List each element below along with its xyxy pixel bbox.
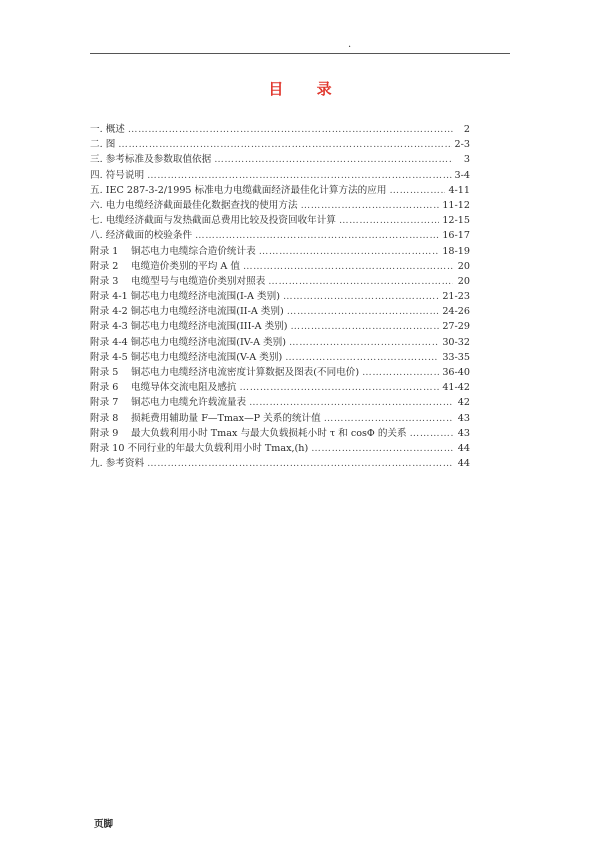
toc-entry-title: 附录 9 最大负载利用小时 Tmax 与最大负载损耗小时 τ 和 cosΦ 的关系	[90, 427, 407, 439]
toc-entry[interactable]	[90, 394, 470, 409]
toc-entry[interactable]	[90, 273, 470, 288]
toc-leader-dots	[147, 170, 451, 181]
toc-entry[interactable]	[90, 121, 470, 136]
toc-entry-page: 21-23	[442, 291, 470, 303]
toc-entry[interactable]	[90, 288, 470, 303]
toc-entry[interactable]	[90, 136, 470, 151]
toc-leader-dots	[268, 276, 453, 287]
toc-entry[interactable]	[90, 227, 470, 242]
toc-entry[interactable]	[90, 243, 470, 258]
toc-entry-page: 4-11	[448, 184, 470, 196]
toc-entry[interactable]	[90, 212, 470, 227]
toc-leader-dots	[339, 215, 439, 226]
toc-entry-page: 27-29	[442, 321, 470, 333]
toc-entry-title: 附录 3 电缆型号与电缆造价类别对照表	[90, 275, 266, 287]
toc-entry-title: 附录 7 铜芯电力电缆允许载流量表	[90, 397, 247, 409]
toc-leader-dots	[259, 246, 440, 257]
toc-entry-page: 20	[457, 275, 470, 287]
toc-leader-dots	[283, 291, 439, 302]
toc-entry[interactable]	[90, 334, 470, 349]
toc-entry-title: 五. IEC 287-3-2/1995 标准电力电缆截面经济最佳化计算方法的应用	[90, 184, 387, 196]
toc-entry-title: 附录 4-1 铜芯电力电缆经济电流围(I-A 类别)	[90, 291, 280, 303]
toc-entry-page: 42	[457, 397, 470, 409]
toc-entry[interactable]	[90, 364, 470, 379]
toc-entry[interactable]	[90, 455, 470, 470]
toc-entry[interactable]	[90, 182, 470, 197]
toc-leader-dots	[362, 367, 439, 378]
header-mark: .	[348, 39, 352, 50]
toc-entry-page: 2-3	[454, 139, 470, 151]
toc-entry-page: 11-12	[442, 199, 470, 211]
toc-leader-dots	[214, 154, 453, 165]
page-title: 目 录	[268, 80, 346, 98]
toc-leader-dots	[240, 382, 440, 393]
toc-entry-page: 30-32	[442, 336, 470, 348]
toc-entry-title: 七. 电缆经济截面与发热截面总费用比较及投资回收年计算	[90, 215, 336, 227]
toc-entry-title: 附录 1 铜芯电力电缆综合造价统计表	[90, 245, 256, 257]
toc-entry[interactable]	[90, 197, 470, 212]
toc-entry-page: 43	[457, 427, 470, 439]
toc-entry-title: 附录 4-4 铜芯电力电缆经济电流围(IV-A 类别)	[90, 336, 286, 348]
toc-entry-page: 3	[463, 154, 470, 166]
toc-entry-page: 12-15	[442, 215, 470, 227]
footer-label: 页脚	[94, 819, 114, 830]
toc-entry-title: 附录 4-3 铜芯电力电缆经济电流围(III-A 类别)	[90, 321, 288, 333]
toc-leader-dots	[291, 321, 440, 332]
toc-entry-title: 一. 概述	[90, 124, 125, 135]
toc-entry[interactable]	[90, 349, 470, 364]
toc-entry[interactable]	[90, 151, 470, 166]
header-rule	[90, 53, 510, 54]
toc-entry-title: 二. 图	[90, 139, 116, 151]
toc-entry-page: 2	[463, 124, 470, 135]
toc-entry-page: 44	[457, 458, 470, 470]
toc-entry-page: 24-26	[442, 306, 470, 318]
toc-entry[interactable]	[90, 410, 470, 425]
toc-leader-dots	[289, 337, 439, 348]
toc-leader-dots	[147, 458, 453, 469]
toc-entry-title: 六. 电力电缆经济截面最佳化数据查找的使用方法	[90, 199, 298, 211]
toc-leader-dots	[311, 443, 453, 454]
toc-entry-title: 八. 经济截面的校验条件	[90, 230, 193, 242]
toc-entry[interactable]	[90, 258, 470, 273]
toc-entry-title: 九. 参考资料	[90, 458, 145, 470]
toc-entry-title: 附录 10 不同行业的年最大负载利用小时 Tmax,(h)	[90, 442, 309, 454]
toc-entry-title: 附录 2 电缆造价类别的平均 A 值	[90, 260, 240, 272]
toc-entry[interactable]	[90, 318, 470, 333]
toc-leader-dots	[287, 306, 440, 317]
toc-entry-page: 43	[457, 412, 470, 424]
toc-entry-title: 附录 8 损耗费用辅助量 F—Tmax—P 关系的统计值	[90, 412, 321, 424]
toc-entry-page: 33-35	[442, 351, 470, 363]
toc-leader-dots	[389, 185, 445, 196]
toc-entry-title: 附录 6 电缆导体交流电阻及感抗	[90, 382, 237, 394]
toc-entry-title: 附录 4-2 铜芯电力电缆经济电流围(II-A 类别)	[90, 306, 284, 318]
toc-leader-dots	[118, 139, 451, 150]
toc-entry-page: 16-17	[442, 230, 470, 242]
toc-leader-dots	[301, 200, 440, 211]
toc-entry-page: 20	[457, 260, 470, 272]
toc-entry-page: 44	[457, 442, 470, 454]
toc-leader-dots	[249, 397, 453, 408]
toc-entry-page: 36-40	[442, 367, 470, 378]
toc-entry-title: 四. 符号说明	[90, 169, 145, 181]
toc-leader-dots	[195, 230, 439, 241]
toc-leader-dots	[243, 261, 453, 272]
toc-entry-title: 三. 参考标准及参数取值依据	[90, 154, 212, 166]
toc-entry[interactable]	[90, 425, 470, 440]
toc-entry-page: 3-4	[454, 169, 470, 181]
toc-entry-title: 附录 4-5 铜芯电力电缆经济电流围(V-A 类别)	[90, 351, 283, 363]
toc-entry[interactable]	[90, 167, 470, 182]
toc-leader-dots	[410, 428, 453, 439]
toc-entry-page: 41-42	[442, 382, 470, 394]
toc-leader-dots	[128, 124, 453, 135]
toc-leader-dots	[324, 413, 453, 424]
toc-leader-dots	[285, 352, 439, 363]
toc-entry[interactable]	[90, 379, 470, 394]
toc-entry[interactable]	[90, 440, 470, 455]
toc-entry-page: 18-19	[442, 245, 470, 257]
toc-entry-title: 附录 5 铜芯电力电缆经济电流密度计算数据及图表(不同电价)	[90, 367, 360, 378]
table-of-contents	[90, 121, 470, 470]
toc-entry[interactable]	[90, 303, 470, 318]
